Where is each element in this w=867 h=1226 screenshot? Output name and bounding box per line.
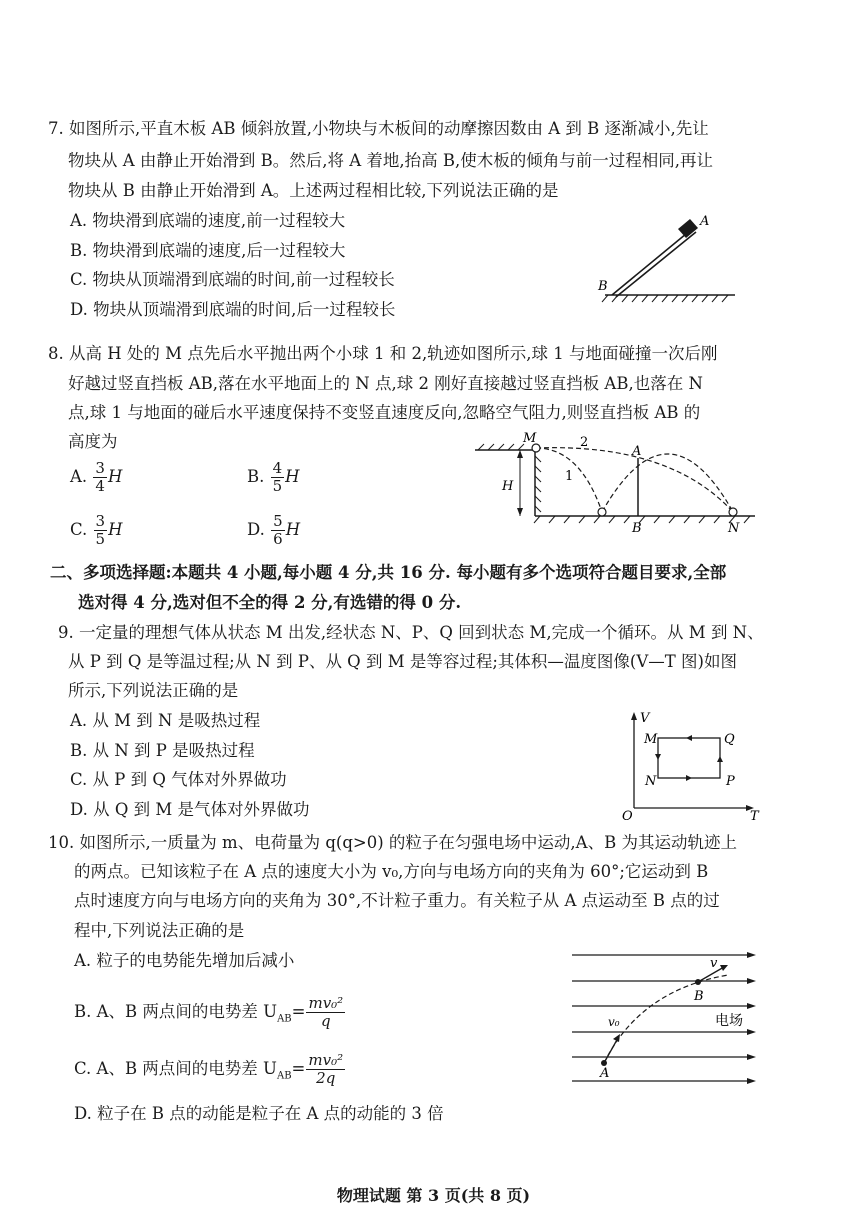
q8-label-a: A [632, 444, 642, 459]
q8-option-c-numerator: 3 [95, 512, 106, 530]
q10-label-field: 电场 [715, 1013, 743, 1029]
q8-option-a-denominator: 4 [95, 477, 105, 495]
q8-label-1: 1 [565, 469, 574, 484]
q9-label-n: N [645, 774, 657, 789]
q8-option-b: B. $\frac{4}{5}$ H [247, 459, 300, 495]
q9-axis-t: T [750, 809, 759, 824]
q10-stem-line-2: 的两点。已知该粒子在 A 点的速度大小为 v₀,方向与电场方向的夹角为 60°;它运动到 B [74, 862, 709, 881]
q8-label-b: B [632, 521, 642, 536]
q10-electric-field-figure [570, 945, 760, 1085]
q10-option-b-denominator: q [321, 1012, 331, 1030]
section2-heading-line-1: 二、多项选择题:本题共 4 小题,每小题 4 分,共 16 分. 每小题有多个选项符合题目要求,全部 [50, 563, 727, 582]
q10-option-c-denominator: 2q [316, 1069, 336, 1087]
q10-option-a: A. 粒子的电势能先增加后减小 [74, 951, 295, 970]
q9-stem-line-1: 9. 一定量的理想气体从状态 M 出发,经状态 N、P、Q 回到状态 M,完成一个循环。从 M 到 N、 [58, 623, 764, 642]
q7-option-c: C. 物块从顶端滑到底端的时间,前一过程较长 [70, 270, 395, 289]
q8-label-n: N [728, 521, 740, 536]
q9-option-d: D. 从 Q 到 M 是气体对外界做功 [70, 800, 310, 819]
q10-label-a: A [600, 1066, 610, 1081]
q7-option-d: D. 物块从顶端滑到底端的时间,后一过程较长 [70, 300, 396, 319]
q8-projectile-figure [470, 428, 760, 538]
q8-label-h: H [502, 479, 514, 494]
q10-option-b: B. A、B 两点间的电势差 $U_{AB}=$ $\frac{\text{mv₀²}}{q}$ [74, 994, 344, 1030]
q10-option-b-numerator: mv₀² [308, 994, 344, 1012]
q8-option-d: D. $\frac{5}{6}$ H [247, 512, 301, 548]
q10-label-v: v [710, 956, 718, 971]
q8-option-b-denominator: 5 [272, 477, 283, 495]
q8-label-m: M [523, 431, 537, 446]
q9-option-c: C. 从 P 到 Q 气体对外界做功 [70, 770, 287, 789]
q7-label-a: A [700, 214, 710, 229]
q8-option-a-numerator: 3 [95, 459, 105, 477]
q9-axis-v: V [640, 711, 650, 726]
q9-label-m: M [644, 732, 658, 747]
q10-option-d: D. 粒子在 B 点的动能是粒子在 A 点的动能的 3 倍 [74, 1104, 444, 1123]
q8-stem-line-1: 8. 从高 H 处的 M 点先后水平抛出两个小球 1 和 2,轨迹如图所示,球 1 与地面碰撞一次后刚 [48, 344, 718, 363]
q7-stem-line-1: 7. 如图所示,平直木板 AB 倾斜放置,小物块与木板间的动摩擦因数由 A 到 B 逐渐减小,先让 [48, 119, 709, 138]
q10-stem-line-3: 点时速度方向与电场方向的夹角为 30°,不计粒子重力。有关粒子从 A 点运动至 B 点的过 [74, 891, 720, 910]
q9-stem-line-2: 从 P 到 Q 是等温过程;从 N 到 P、从 Q 到 M 是等容过程;其体积—温度图像(V—T 图)如图 [68, 652, 737, 671]
section2-heading-line-2: 选对得 4 分,选对但不全的得 2 分,有选错的得 0 分. [78, 593, 462, 612]
page-footer: 物理试题 第 3 页(共 8 页) [336, 1186, 531, 1205]
q9-origin: O [622, 809, 633, 824]
q8-stem-line-3: 点,球 1 与地面的碰后水平速度保持不变竖直速度反向,忽略空气阻力,则竖直挡板 AB 的 [68, 403, 701, 422]
q8-option-c: C. $\frac{3}{5}$ H [70, 512, 123, 548]
q9-label-q: Q [724, 732, 735, 747]
q8-option-b-numerator: 4 [272, 459, 283, 477]
q8-stem-line-2: 好越过竖直挡板 AB,落在水平地面上的 N 点,球 2 刚好直接越过竖直挡板 AB,也落在 N [68, 374, 703, 393]
q7-label-b: B [598, 279, 608, 294]
q8-stem-line-4: 高度为 [68, 432, 118, 451]
q7-stem-line-3: 物块从 B 由静止开始滑到 A。上述两过程相比较,下列说法正确的是 [68, 181, 559, 200]
q10-option-c-numerator: mv₀² [308, 1051, 344, 1069]
q8-option-d-numerator: 5 [273, 512, 283, 530]
q9-option-a: A. 从 M 到 N 是吸热过程 [70, 711, 261, 730]
q8-option-a: A. $\frac{3}{4}$ H [70, 459, 123, 495]
q7-incline-figure [590, 205, 740, 305]
q8-option-d-denominator: 6 [273, 530, 283, 548]
q10-option-c: C. A、B 两点间的电势差 $U_{AB}=$ $\frac{\text{mv₀²}}{2q}$ [74, 1051, 344, 1087]
q8-option-c-denominator: 5 [95, 530, 106, 548]
q7-stem-line-2: 物块从 A 由静止开始滑到 B。然后,将 A 着地,抬高 B,使木板的倾角与前一过程相同,再让 [68, 151, 714, 170]
q10-label-b: B [694, 989, 704, 1004]
q10-label-v0: v₀ [608, 1015, 620, 1029]
q9-label-p: P [726, 774, 735, 789]
q8-label-2: 2 [580, 435, 589, 450]
q9-option-b: B. 从 N 到 P 是吸热过程 [70, 741, 255, 760]
q10-stem-line-1: 10. 如图所示,一质量为 m、电荷量为 q(q>0) 的粒子在匀强电场中运动,A、B 为其运动轨迹上 [48, 833, 737, 852]
q9-vt-graph [620, 708, 765, 823]
q7-option-b: B. 物块滑到底端的速度,后一过程较大 [70, 241, 346, 260]
q10-stem-line-4: 程中,下列说法正确的是 [74, 921, 245, 940]
q9-stem-line-3: 所示,下列说法正确的是 [68, 681, 239, 700]
q7-option-a: A. 物块滑到底端的速度,前一过程较大 [70, 211, 346, 230]
